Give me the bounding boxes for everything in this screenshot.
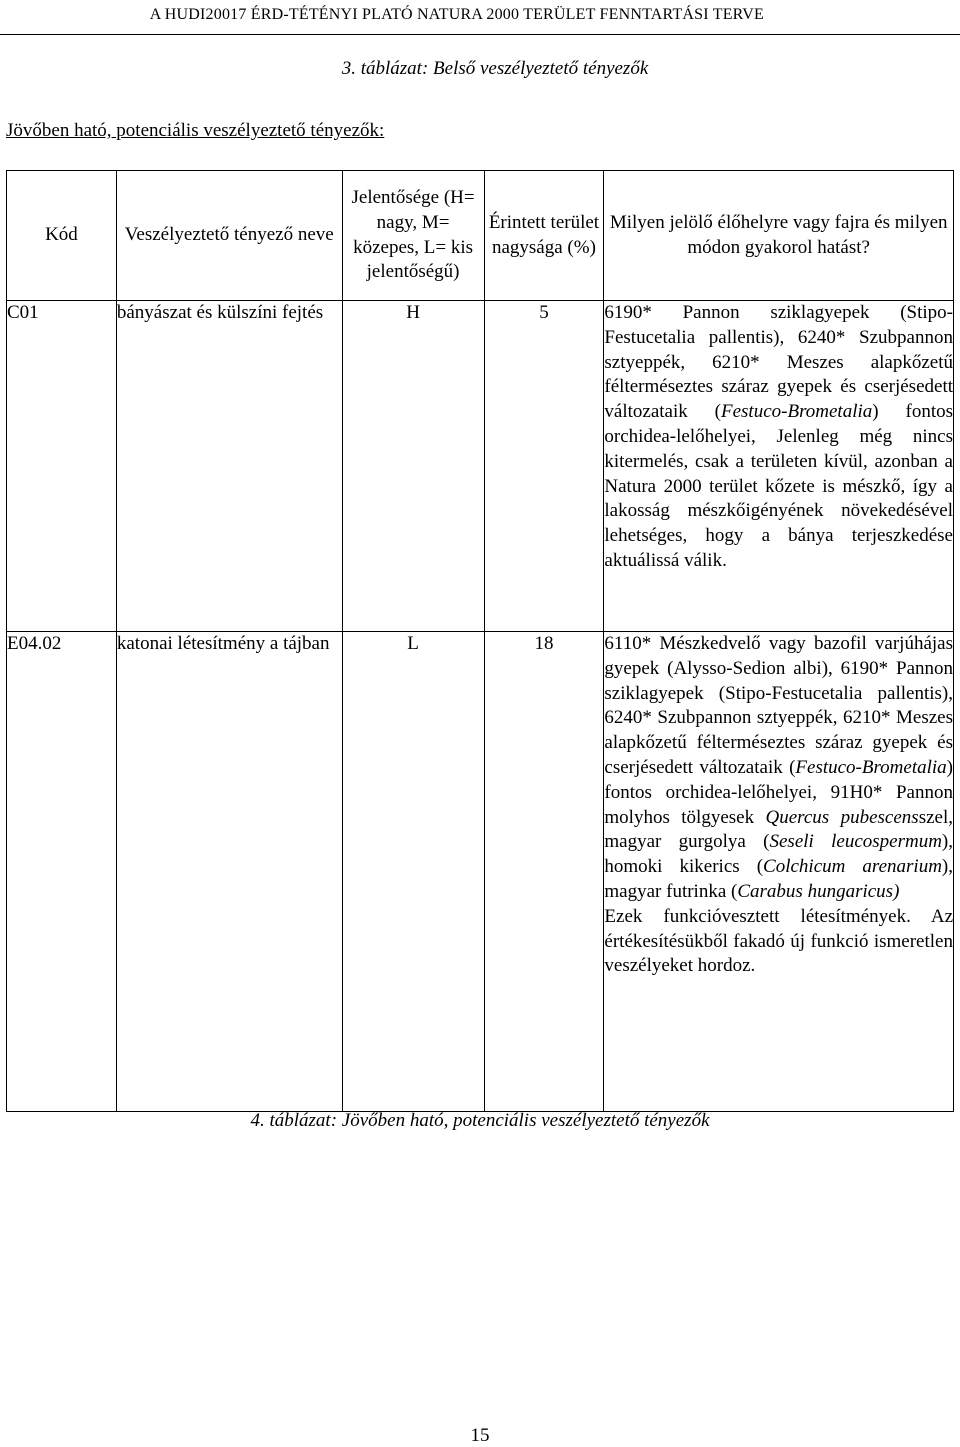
row-code: E04.02 (7, 632, 117, 1112)
header-area: Érintett terület nagysága (%) (484, 171, 604, 301)
row-name: katonai létesítmény a tájban (116, 632, 342, 1112)
row-area: 18 (484, 632, 604, 1112)
effect-text-italic: Carabus hungaricus) (737, 880, 900, 902)
effect-text: szel, magyar gurgolya ( (604, 806, 953, 853)
effect-text-italic: Colchicum arenarium (763, 856, 942, 878)
effect-text-italic: Festuco-Brometalia (721, 401, 873, 423)
table-caption: 4. táblázat: Jövőben ható, potenciális veszélyeztető tényezők (250, 1110, 710, 1131)
effect-text: ), magyar futrinka ( (604, 856, 953, 902)
row-effect (604, 632, 954, 1112)
effect-text: ) fontos orchidea-lelőhelyei, 91H0* Pannon molyhos tölgyesek (604, 756, 953, 828)
effect-text: Ezek funkcióvesztett létesítmények. Az értékesítésükből fakadó új funkció ismeretlen veszélyeket hordoz. (604, 905, 953, 977)
header-effect: Milyen jelölő élőhelyre vagy fajra és milyen módon gyakorol hatást? (604, 171, 954, 301)
section-heading: Jövőben ható, potenciális veszélyeztető tényezők: (6, 120, 385, 141)
row-significance: H (342, 301, 484, 632)
effect-text-italic: Quercus pubescens (765, 806, 919, 828)
header-name: Veszélyeztető tényező neve (116, 171, 342, 301)
effect-text-italic: Festuco-Brometalia (795, 756, 947, 778)
row-code: C01 (7, 301, 117, 632)
table-row (7, 301, 954, 632)
header-code: Kód (7, 171, 117, 301)
row-area: 5 (484, 301, 604, 632)
effect-text: 6110* Mészkedvelő vagy bazofil varjúhájas gyepek (Alysso-Sedion albi), 6190* Pannon sziklagyepek (Stipo-Festucetalia pallentis), 6240* Szubpannon sztyeppék, 6210* Meszes alapkőzetű félterméseztes száraz gyepek és cserjésedett változataik ( (604, 633, 953, 778)
table-row (7, 632, 954, 1112)
threat-table (6, 170, 954, 1112)
table-header-row (7, 171, 954, 301)
effect-text: ), homoki kikerics ( (604, 831, 953, 878)
row-significance: L (342, 632, 484, 1112)
header-significance: Jelentősége (H= nagy, M= közepes, L= kis jelentőségű) (342, 171, 484, 301)
effect-text: ) fontos orchidea-lelőhelyei, Jelenleg még nincs kitermelés, csak a területen kívül, azonban a Natura 2000 terület kőzete is mészkő, így a lakosság mészkőigényének növekedésével lehetséges, hogy a bánya terjeszkedése aktuálissá válik. (604, 401, 953, 571)
page-header (0, 6, 960, 35)
row-effect (604, 301, 954, 632)
effect-text: 6190* Pannon sziklagyepek (Stipo-Festucetalia pallentis), 6240* Szubpannon sztyeppék, 6210* Meszes alapkőzetű félterméseztes száraz gyepek és cserjésedett változataik ( (604, 302, 953, 423)
effect-text-italic: Seseli leucospermum (769, 831, 942, 853)
row-name: bányászat és külszíni fejtés (116, 301, 342, 632)
document-title: A HUDI20017 ÉRD-TÉTÉNYI PLATÓ NATURA 2000 TERÜLET FENNTARTÁSI TERVE (149, 6, 764, 23)
table-caption-previous: 3. táblázat: Belső veszélyeztető tényezők (341, 58, 649, 79)
page-number: 15 (470, 1425, 490, 1446)
